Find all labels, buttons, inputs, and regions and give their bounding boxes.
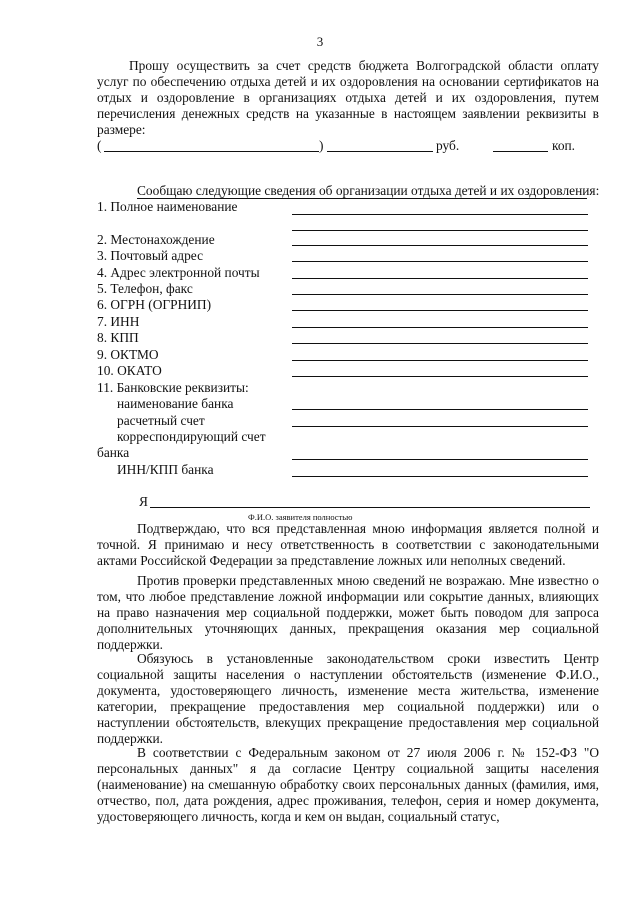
field-phone-fax: 5. Телефон, факс bbox=[97, 281, 193, 296]
amount-words-line[interactable] bbox=[104, 151, 319, 152]
applicant-name-line[interactable] bbox=[150, 507, 590, 508]
field-oktmo: 9. ОКТМО bbox=[97, 347, 159, 362]
field-bank-inn-kpp: ИНН/КПП банка bbox=[117, 462, 214, 477]
org-info-heading: Сообщаю следующие сведения об организации отдыха детей и их оздоровления: bbox=[137, 183, 600, 198]
rub-label: руб. bbox=[436, 138, 460, 153]
account-line[interactable] bbox=[292, 426, 588, 427]
request-paragraph bbox=[97, 58, 599, 138]
corr-account-line[interactable] bbox=[292, 459, 588, 460]
email-line[interactable] bbox=[292, 278, 588, 279]
amount-close-paren: ) bbox=[319, 138, 324, 153]
field-bank-name: наименование банка bbox=[117, 396, 234, 411]
kop-amount-line[interactable] bbox=[493, 151, 548, 152]
field-account: расчетный счет bbox=[117, 413, 205, 428]
kpp-line[interactable] bbox=[292, 343, 588, 344]
field-okato: 10. ОКАТО bbox=[97, 363, 162, 378]
field-full-name: 1. Полное наименование bbox=[97, 199, 238, 214]
confirm-paragraph bbox=[97, 521, 599, 569]
bank-inn-kpp-line[interactable] bbox=[292, 476, 588, 477]
phone-fax-line[interactable] bbox=[292, 294, 588, 295]
postal-address-line[interactable] bbox=[292, 261, 588, 262]
inn-line[interactable] bbox=[292, 327, 588, 328]
location-line[interactable] bbox=[292, 245, 588, 246]
obligation-paragraph bbox=[97, 651, 599, 747]
consent-text: В соответствии с Федеральным законом от 27 июля 2006 г. № 152-ФЗ "О персональных данных" я да согласие Центру социальной защиты населения (наименование) на смешанную обработку своих персональных данных (фамилия, имя, отчество, пол, дата рождения, адрес проживания, телефон, серия и номер документа, удостоверяющего личность, когда и кем он выдан, социальный статус, bbox=[97, 745, 599, 824]
oktmo-line[interactable] bbox=[292, 360, 588, 361]
confirm-text: Подтверждаю, что вся представленная мною информация является полной и точной. Я принимаю и несу ответственность в соответствии с законодательными актами Российской Федерации за представление ложных или неполных сведений. bbox=[97, 521, 599, 568]
field-corr-account: корреспондирующий счет bbox=[117, 429, 266, 444]
page-number: 3 bbox=[316, 34, 324, 49]
okato-line[interactable] bbox=[292, 376, 588, 377]
field-inn: 7. ИНН bbox=[97, 314, 140, 329]
field-location: 2. Местонахождение bbox=[97, 232, 215, 247]
applicant-name-caption: Ф.И.О. заявителя полностью bbox=[248, 512, 353, 522]
field-postal-address: 3. Почтовый адрес bbox=[97, 248, 204, 263]
full-name-line-1[interactable] bbox=[292, 214, 588, 215]
rub-amount-line[interactable] bbox=[327, 151, 433, 152]
field-email: 4. Адрес электронной почты bbox=[97, 265, 260, 280]
consent-paragraph bbox=[97, 745, 599, 825]
bank-name-line[interactable] bbox=[292, 409, 588, 410]
ogrn-line[interactable] bbox=[292, 310, 588, 311]
field-corr-account-bank: банка bbox=[97, 445, 130, 460]
obligation-text: Обязуюсь в установленные законодательством сроки известить Центр социальной защиты населения о наступлении обстоятельств (изменение Ф.И.О., документа, удостоверяющего личность, изменение места жительства, изменение категории, прекращение предоставления мер социальной поддержки) или о наступлении обстоятельств, влекущих прекращение предоставления мер социальной поддержки. bbox=[97, 651, 599, 746]
kop-label: коп. bbox=[552, 138, 576, 153]
field-bank-details: 11. Банковские реквизиты: bbox=[97, 380, 249, 395]
verification-paragraph bbox=[97, 573, 599, 653]
amount-open-paren: ( bbox=[97, 138, 102, 153]
field-ogrn: 6. ОГРН (ОГРНИП) bbox=[97, 297, 212, 312]
request-text: Прошу осуществить за счет средств бюджета Волгоградской области оплату услуг по обеспечению отдыха детей и их оздоровления на основании сертификатов на отдых и оздоровление в организациях отдыха детей и их оздоровления, путем перечисления денежных средств на указанные в настоящем заявлении реквизиты в размере: bbox=[97, 58, 599, 137]
full-name-line-2[interactable] bbox=[292, 230, 588, 231]
verification-text: Против проверки представленных мною сведений не возражаю. Мне известно о том, что любое представление ложной информации или сокрытие данных, влияющих на право назначения мер социальной поддержки, может быть поводом для запроса дополнительных уточняющих данных, прекращения оказания мер социальной поддержки. bbox=[97, 573, 599, 652]
field-kpp: 8. КПП bbox=[97, 330, 139, 345]
ya-label: Я bbox=[139, 494, 148, 509]
